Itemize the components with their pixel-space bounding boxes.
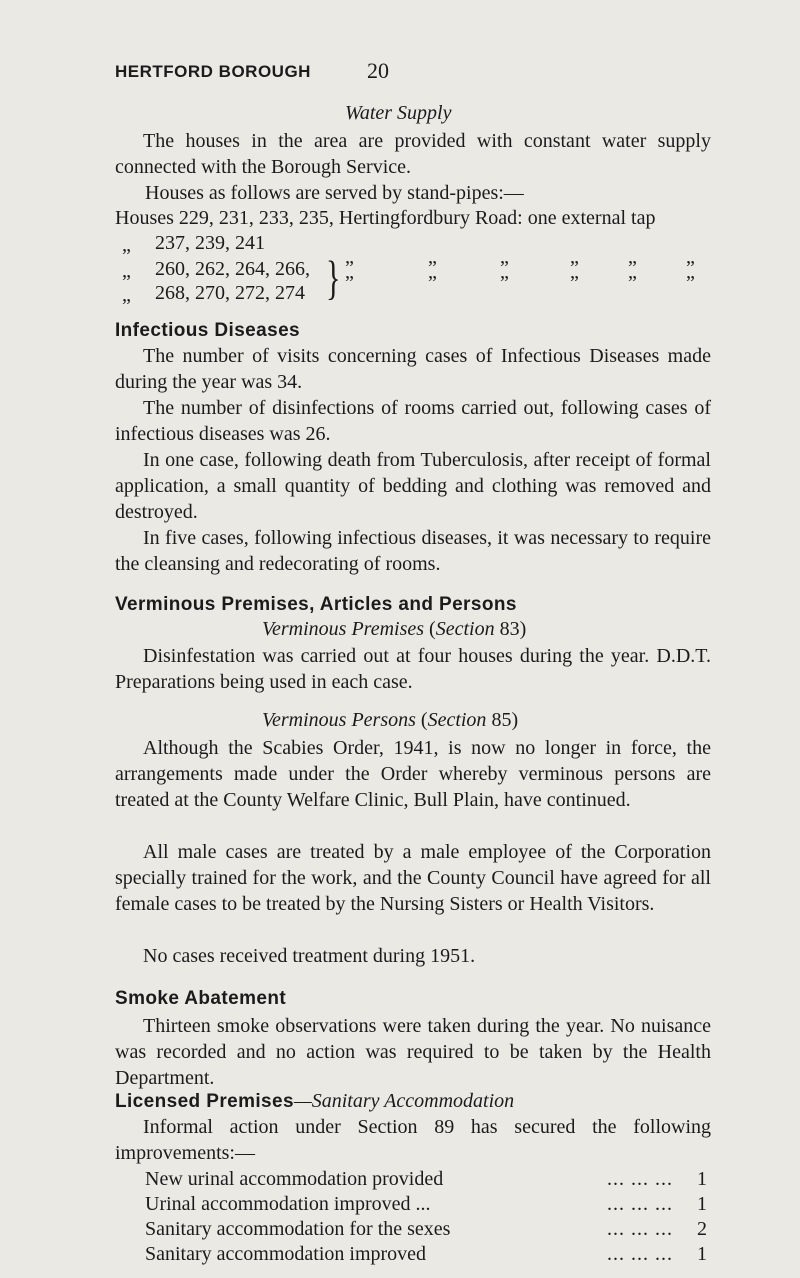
ditto-mark: „ [122, 234, 131, 256]
verminous-persons-paragraph-3: No cases received treatment during 1951. [143, 945, 476, 967]
water-paragraph-1: The houses in the area are provided with constant water supply connected with the Borough Service. [115, 130, 711, 178]
running-head [115, 58, 715, 88]
section-word: Section [427, 709, 487, 731]
licensed-premises-heading [115, 1088, 514, 1115]
item-count: 1 [697, 1193, 707, 1215]
ditto-mark: „ [500, 246, 509, 268]
item-count: 1 [697, 1168, 707, 1190]
borough-name: HERTFORD BOROUGH [115, 62, 311, 81]
verminous-premises-paragraph: Disinfestation was carried out at four houses during the year. D.D.T. Preparations being used in each case. [115, 645, 711, 693]
stand-pipe-row-2-numbers: 237, 239, 241 [155, 232, 265, 254]
water-paragraph-2: Houses as follows are served by stand-pipes:— [145, 182, 524, 204]
section-number: 85) [491, 709, 519, 731]
infectious-paragraph-3: In one case, following death from Tuberculosis, after receipt of formal application, a small quantity of bedding and clothing was removed and destroyed. [115, 449, 711, 523]
subheading-italic: Verminous Premises [262, 618, 425, 640]
infectious-paragraph-4: In five cases, following infectious diseases, it was necessary to require the cleansing and redecorating of rooms. [115, 527, 711, 575]
page-number: 20 [367, 58, 389, 83]
item-label: New urinal accommodation provided [145, 1168, 444, 1190]
verminous-persons-subheading: Verminous Persons (Section 85) [262, 709, 519, 731]
verminous-persons-paragraph-2: All male cases are treated by a male employee of the Corporation specially trained for the work, and the County Council have agreed for all female cases to be treated by the Nursing Sisters or Health Visitors. [115, 841, 711, 915]
ditto-mark: ” [428, 272, 437, 294]
stand-pipe-row-1: Houses 229, 231, 233, 235, Hertingfordbury Road: one external tap [115, 207, 656, 229]
section-number: 83) [499, 618, 527, 640]
ditto-mark: „ [686, 246, 695, 268]
ditto-mark: ” [500, 272, 509, 294]
verminous-heading: Verminous Premises, Articles and Persons [115, 594, 517, 615]
item-label: Urinal accommodation improved ... [145, 1193, 431, 1215]
grouping-brace: } [326, 251, 341, 305]
verminous-persons-paragraph-1: Although the Scabies Order, 1941, is now no longer in force, the arrangements made under the Order whereby verminous persons are treated at the County Welfare Clinic, Bull Plain, have continued. [115, 737, 711, 811]
ditto-mark: „ [628, 246, 637, 268]
smoke-paragraph: Thirteen smoke observations were taken during the year. No nuisance was recorded and no action was required to be taken by the Health Department. [115, 1015, 711, 1089]
ditto-mark: ” [686, 272, 695, 294]
ditto-mark: ” [570, 272, 579, 294]
ditto-mark: „ [428, 246, 437, 268]
heading-bold: Licensed Premises [115, 1091, 294, 1112]
item-count: 1 [697, 1243, 707, 1265]
smoke-abatement-heading: Smoke Abatement [115, 988, 287, 1009]
heading-italic: —Sanitary Accommodation [293, 1090, 515, 1112]
leader-dots: ... ... ... [607, 1243, 673, 1265]
item-count: 2 [697, 1218, 707, 1240]
subheading-italic: Verminous Persons [262, 709, 416, 731]
leader-dots: ... ... ... [607, 1193, 673, 1215]
leader-dots: ... ... ... [607, 1218, 673, 1240]
infectious-paragraph-2: The number of disinfections of rooms carried out, following cases of infectious diseases was 26. [115, 397, 711, 445]
item-label: Sanitary accommodation improved [145, 1243, 427, 1265]
item-label: Sanitary accommodation for the sexes [145, 1218, 451, 1240]
verminous-premises-subheading: Verminous Premises (Section 83) [262, 618, 527, 640]
ditto-mark: „ [345, 246, 354, 268]
infectious-diseases-heading: Infectious Diseases [115, 320, 301, 341]
ditto-mark: „ [122, 260, 131, 282]
section-word: Section [435, 618, 495, 640]
ditto-mark: „ [570, 246, 579, 268]
ditto-mark: „ [122, 284, 131, 306]
water-supply-title: Water Supply [345, 102, 452, 124]
stand-pipe-row-3-numbers: 260, 262, 264, 266, [155, 258, 310, 280]
infectious-paragraph-1: The number of visits concerning cases of Infectious Diseases made during the year was 34. [115, 345, 711, 393]
leader-dots: ... ... ... [607, 1168, 673, 1190]
ditto-mark: ” [628, 272, 637, 294]
stand-pipe-row-4-numbers: 268, 270, 272, 274 [155, 282, 305, 304]
ditto-mark: ” [345, 272, 354, 294]
licensed-paragraph-1: Informal action under Section 89 has secured the following improvements:— [115, 1116, 711, 1164]
